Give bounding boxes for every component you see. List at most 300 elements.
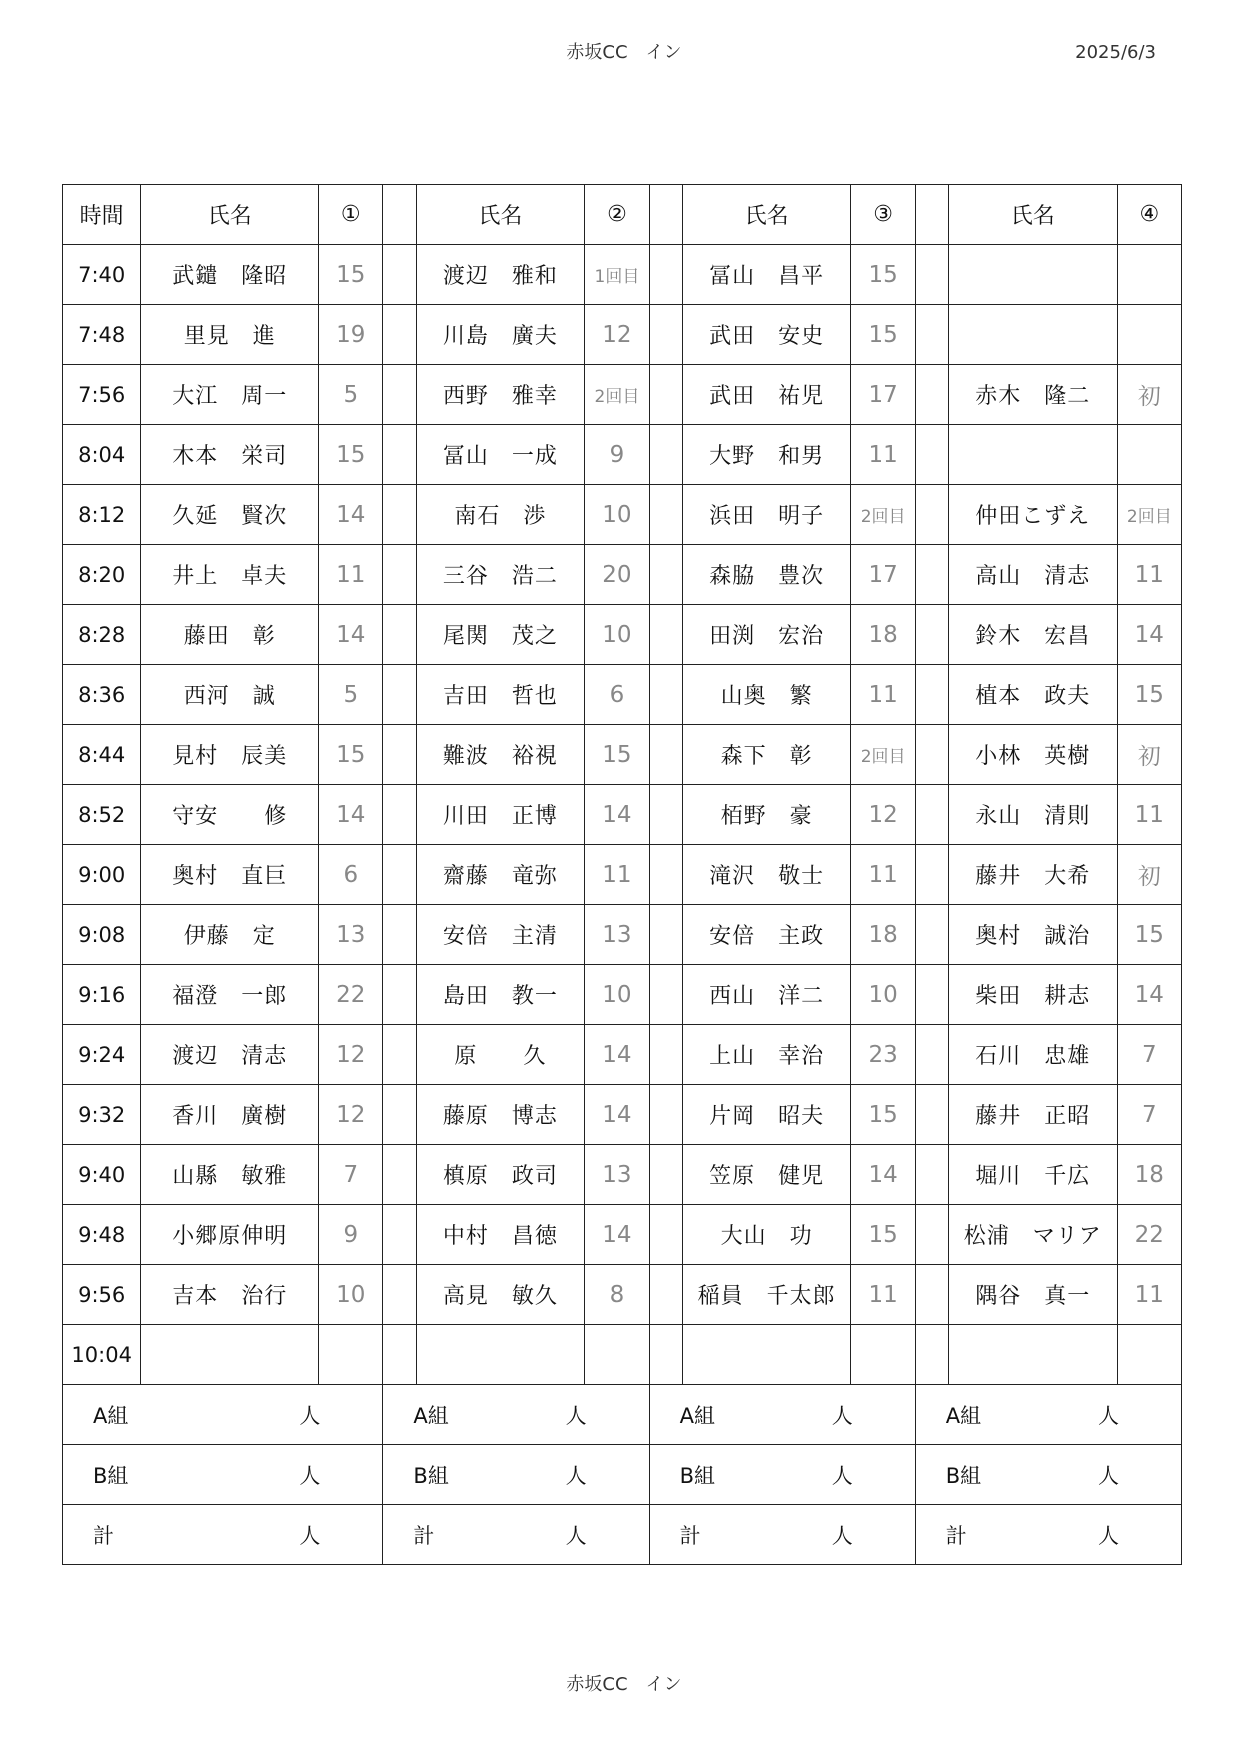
player-name: 吉本 治行 [141, 1265, 319, 1325]
spacer-cell [915, 1325, 948, 1385]
player-name: 小林 英樹 [948, 725, 1117, 785]
summary-unit: 人 [831, 1463, 853, 1488]
round-count: 13 [319, 905, 383, 965]
spacer-cell [649, 1205, 682, 1265]
summary-label: 計 [945, 1523, 967, 1548]
round-count: 5 [319, 665, 383, 725]
player-name [416, 1325, 585, 1385]
summary-cell [63, 1505, 383, 1565]
round-count: 10 [851, 965, 915, 1025]
table-row [63, 545, 1182, 605]
spacer-cell [649, 245, 682, 305]
round-count: 11 [1117, 785, 1181, 845]
player-name: 香川 廣樹 [141, 1085, 319, 1145]
player-name: 武田 安史 [682, 305, 851, 365]
spacer-cell [649, 785, 682, 845]
summary-unit: 人 [565, 1523, 587, 1548]
spacer-cell [915, 485, 948, 545]
summary-cell [915, 1505, 1181, 1565]
spacer-cell [915, 1085, 948, 1145]
summary-label: A組 [679, 1403, 715, 1428]
round-count: 15 [585, 725, 649, 785]
summary-label: 計 [679, 1523, 701, 1548]
spacer-cell [383, 1025, 416, 1085]
summary-label: B組 [413, 1463, 449, 1488]
table-row [63, 905, 1182, 965]
round-count: 6 [319, 845, 383, 905]
round-count: 18 [851, 605, 915, 665]
player-name: 上山 幸治 [682, 1025, 851, 1085]
player-name: 西山 洋二 [682, 965, 851, 1025]
summary-unit: 人 [565, 1403, 587, 1428]
spacer-cell [915, 665, 948, 725]
player-name: 原 久 [416, 1025, 585, 1085]
round-count: 11 [851, 1265, 915, 1325]
player-name: 大江 周一 [141, 365, 319, 425]
summary-label: 計 [413, 1523, 435, 1548]
spacer-cell [383, 545, 416, 605]
name-header: 氏名 [948, 185, 1117, 245]
round-count: 1回目 [585, 245, 649, 305]
tee-time: 9:48 [63, 1205, 141, 1265]
spacer-cell [649, 305, 682, 365]
player-name: 井上 卓夫 [141, 545, 319, 605]
round-count: 15 [1117, 905, 1181, 965]
round-count [1117, 1325, 1181, 1385]
table-row [63, 1145, 1182, 1205]
round-count: 11 [585, 845, 649, 905]
player-name: 島田 教一 [416, 965, 585, 1025]
round-count: 18 [851, 905, 915, 965]
tee-time: 8:44 [63, 725, 141, 785]
header-title: 赤坂CC イン [566, 42, 682, 63]
spacer-cell [383, 1325, 416, 1385]
tee-time: 8:20 [63, 545, 141, 605]
player-name: 見村 辰美 [141, 725, 319, 785]
player-name: 武鑓 隆昭 [141, 245, 319, 305]
tee-time: 8:52 [63, 785, 141, 845]
tee-time: 8:12 [63, 485, 141, 545]
round-count: 初 [1117, 725, 1181, 785]
round-count: 14 [319, 785, 383, 845]
summary-unit: 人 [1098, 1463, 1119, 1488]
round-count: 14 [319, 605, 383, 665]
summary-label: 計 [93, 1523, 114, 1548]
player-name: 川田 正博 [416, 785, 585, 845]
round-count: 6 [585, 665, 649, 725]
tee-time: 8:04 [63, 425, 141, 485]
round-count: 7 [1117, 1085, 1181, 1145]
summary-label: B組 [93, 1463, 129, 1488]
spacer-cell [649, 605, 682, 665]
tee-time: 9:08 [63, 905, 141, 965]
player-name: 赤木 隆二 [948, 365, 1117, 425]
player-name: 山奥 繁 [682, 665, 851, 725]
tee-time: 9:24 [63, 1025, 141, 1085]
spacer-cell [649, 425, 682, 485]
player-name: 安倍 主政 [682, 905, 851, 965]
round-count: 22 [319, 965, 383, 1025]
table-row [63, 1025, 1182, 1085]
summary-cell [383, 1385, 649, 1445]
summary-unit: 人 [1098, 1523, 1119, 1548]
player-name: 大野 和男 [682, 425, 851, 485]
tee-time: 7:56 [63, 365, 141, 425]
spacer-cell [649, 545, 682, 605]
spacer-cell [915, 725, 948, 785]
player-name: 南石 渉 [416, 485, 585, 545]
name-header: 氏名 [416, 185, 585, 245]
summary-unit: 人 [831, 1523, 853, 1548]
player-name [948, 1325, 1117, 1385]
spacer-cell [649, 845, 682, 905]
name-header: 氏名 [682, 185, 851, 245]
player-name: 安倍 主清 [416, 905, 585, 965]
spacer-cell [383, 1205, 416, 1265]
player-name: 吉田 哲也 [416, 665, 585, 725]
round-count: 15 [851, 1205, 915, 1265]
player-name: 奥村 誠治 [948, 905, 1117, 965]
round-count: 9 [585, 425, 649, 485]
tee-time: 9:16 [63, 965, 141, 1025]
course-header: ③ [851, 185, 915, 245]
spacer-cell [383, 665, 416, 725]
spacer-cell [649, 665, 682, 725]
spacer-cell [383, 1265, 416, 1325]
player-name: 難波 裕視 [416, 725, 585, 785]
spacer-cell [915, 1265, 948, 1325]
spacer-cell [383, 785, 416, 845]
round-count: 11 [319, 545, 383, 605]
spacer-cell [649, 485, 682, 545]
round-count: 14 [1117, 605, 1181, 665]
spacer-cell [649, 1265, 682, 1325]
table-row [63, 725, 1182, 785]
tee-time: 9:56 [63, 1265, 141, 1325]
summary-label: A組 [413, 1403, 449, 1428]
table-row [63, 845, 1182, 905]
table-row [63, 1325, 1182, 1385]
name-header: 氏名 [141, 185, 319, 245]
player-name: 松浦 マリア [948, 1205, 1117, 1265]
summary-unit: 人 [565, 1463, 587, 1488]
player-name: 隅谷 真一 [948, 1265, 1117, 1325]
tee-time: 7:48 [63, 305, 141, 365]
player-name: 田渕 宏治 [682, 605, 851, 665]
round-count: 12 [851, 785, 915, 845]
table-row [63, 665, 1182, 725]
player-name: 奥村 直巨 [141, 845, 319, 905]
player-name: 西河 誠 [141, 665, 319, 725]
spacer-cell [915, 545, 948, 605]
round-count: 11 [1117, 545, 1181, 605]
player-name: 小郷原伸明 [141, 1205, 319, 1265]
round-count: 19 [319, 305, 383, 365]
spacer-cell [649, 185, 682, 245]
round-count: 14 [851, 1145, 915, 1205]
spacer-cell [383, 425, 416, 485]
round-count: 15 [851, 305, 915, 365]
footer-title: 赤坂CC イン [566, 1674, 682, 1695]
summary-cell [383, 1505, 649, 1565]
player-name [948, 305, 1117, 365]
spacer-cell [915, 245, 948, 305]
round-count: 10 [585, 485, 649, 545]
player-name: 尾関 茂之 [416, 605, 585, 665]
player-name: 柴田 耕志 [948, 965, 1117, 1025]
round-count: 12 [319, 1025, 383, 1085]
course-header: ② [585, 185, 649, 245]
round-count: 15 [319, 245, 383, 305]
tee-time: 9:40 [63, 1145, 141, 1205]
tee-time: 10:04 [63, 1325, 141, 1385]
spacer-cell [649, 365, 682, 425]
tee-time: 8:36 [63, 665, 141, 725]
round-count: 7 [1117, 1025, 1181, 1085]
spacer-cell [915, 905, 948, 965]
summary-unit: 人 [299, 1523, 321, 1548]
round-count: 15 [851, 245, 915, 305]
round-count: 18 [1117, 1145, 1181, 1205]
player-name: 冨山 一成 [416, 425, 585, 485]
tee-time: 7:40 [63, 245, 141, 305]
round-count: 2回目 [851, 485, 915, 545]
round-count: 2回目 [851, 725, 915, 785]
table-row [63, 1205, 1182, 1265]
spacer-cell [649, 725, 682, 785]
summary-unit: 人 [299, 1463, 321, 1488]
round-count: 23 [851, 1025, 915, 1085]
player-name: 浜田 明子 [682, 485, 851, 545]
spacer-cell [383, 1085, 416, 1145]
player-name: 守安 修 [141, 785, 319, 845]
round-count: 9 [319, 1205, 383, 1265]
round-count: 15 [1117, 665, 1181, 725]
round-count: 13 [585, 905, 649, 965]
spacer-cell [383, 485, 416, 545]
summary-row [63, 1445, 1182, 1505]
summary-cell [649, 1385, 915, 1445]
summary-cell [649, 1505, 915, 1565]
player-name: 川島 廣夫 [416, 305, 585, 365]
player-name: 片岡 昭夫 [682, 1085, 851, 1145]
round-count: 11 [851, 845, 915, 905]
table-row [63, 425, 1182, 485]
round-count: 15 [851, 1085, 915, 1145]
player-name: 石川 忠雄 [948, 1025, 1117, 1085]
spacer-cell [915, 785, 948, 845]
spacer-cell [915, 365, 948, 425]
player-name: 西野 雅幸 [416, 365, 585, 425]
spacer-cell [383, 845, 416, 905]
round-count: 17 [851, 365, 915, 425]
round-count: 11 [851, 665, 915, 725]
round-count: 12 [319, 1085, 383, 1145]
round-count: 12 [585, 305, 649, 365]
spacer-cell [915, 605, 948, 665]
spacer-cell [649, 1025, 682, 1085]
table-row [63, 1085, 1182, 1145]
round-count [319, 1325, 383, 1385]
player-name: 笠原 健児 [682, 1145, 851, 1205]
round-count: 5 [319, 365, 383, 425]
round-count: 17 [851, 545, 915, 605]
player-name: 藤田 彰 [141, 605, 319, 665]
player-name: 伊藤 定 [141, 905, 319, 965]
spacer-cell [915, 305, 948, 365]
table-row [63, 365, 1182, 425]
spacer-cell [915, 1205, 948, 1265]
table-row [63, 605, 1182, 665]
summary-cell [915, 1385, 1181, 1445]
round-count: 11 [851, 425, 915, 485]
table-row [63, 305, 1182, 365]
table-header-row [63, 185, 1182, 245]
table-row [63, 245, 1182, 305]
time-header: 時間 [63, 185, 141, 245]
round-count: 11 [1117, 1265, 1181, 1325]
player-name [682, 1325, 851, 1385]
player-name: 栢野 豪 [682, 785, 851, 845]
round-count [1117, 305, 1181, 365]
player-name: 山縣 敏雅 [141, 1145, 319, 1205]
player-name: 永山 清則 [948, 785, 1117, 845]
round-count: 14 [585, 1085, 649, 1145]
round-count: 10 [319, 1265, 383, 1325]
course-header: ④ [1117, 185, 1181, 245]
course-header: ① [319, 185, 383, 245]
tee-time: 8:28 [63, 605, 141, 665]
round-count: 2回目 [1117, 485, 1181, 545]
spacer-cell [383, 365, 416, 425]
table-row [63, 965, 1182, 1025]
round-count: 14 [585, 1025, 649, 1085]
header-date: 2025/6/3 [1075, 42, 1156, 63]
tee-time: 9:32 [63, 1085, 141, 1145]
summary-row [63, 1505, 1182, 1565]
player-name: 福澄 一郎 [141, 965, 319, 1025]
round-count: 22 [1117, 1205, 1181, 1265]
table-row [63, 785, 1182, 845]
summary-label: B組 [945, 1463, 982, 1488]
spacer-cell [383, 245, 416, 305]
round-count [1117, 425, 1181, 485]
round-count [585, 1325, 649, 1385]
player-name: 森脇 豊次 [682, 545, 851, 605]
player-name [948, 245, 1117, 305]
round-count: 15 [319, 725, 383, 785]
player-name: 藤井 大希 [948, 845, 1117, 905]
player-name: 久延 賢次 [141, 485, 319, 545]
round-count: 14 [319, 485, 383, 545]
spacer-cell [383, 725, 416, 785]
spacer-cell [915, 185, 948, 245]
tee-time: 9:00 [63, 845, 141, 905]
player-name: 三谷 浩二 [416, 545, 585, 605]
player-name: 齋藤 竜弥 [416, 845, 585, 905]
table-row [63, 485, 1182, 545]
spacer-cell [383, 185, 416, 245]
spacer-cell [649, 1085, 682, 1145]
player-name: 渡辺 清志 [141, 1025, 319, 1085]
summary-unit: 人 [831, 1403, 853, 1428]
player-name: 冨山 昌平 [682, 245, 851, 305]
summary-cell [63, 1445, 383, 1505]
table-row [63, 1265, 1182, 1325]
player-name: 高見 敏久 [416, 1265, 585, 1325]
player-name: 中村 昌徳 [416, 1205, 585, 1265]
tee-time-table [62, 184, 1182, 1565]
player-name: 武田 祐児 [682, 365, 851, 425]
summary-cell [649, 1445, 915, 1505]
round-count: 13 [585, 1145, 649, 1205]
player-name: 稲員 千太郎 [682, 1265, 851, 1325]
spacer-cell [915, 425, 948, 485]
summary-label: A組 [945, 1403, 982, 1428]
round-count: 14 [1117, 965, 1181, 1025]
player-name: 堀川 千広 [948, 1145, 1117, 1205]
player-name [141, 1325, 319, 1385]
summary-cell [383, 1445, 649, 1505]
round-count: 初 [1117, 845, 1181, 905]
player-name: 渡辺 雅和 [416, 245, 585, 305]
round-count: 20 [585, 545, 649, 605]
player-name [948, 425, 1117, 485]
player-name: 滝沢 敬士 [682, 845, 851, 905]
spacer-cell [649, 965, 682, 1025]
player-name: 木本 栄司 [141, 425, 319, 485]
summary-label: A組 [93, 1403, 129, 1428]
summary-cell [915, 1445, 1181, 1505]
player-name: 鈴木 宏昌 [948, 605, 1117, 665]
spacer-cell [383, 605, 416, 665]
round-count: 10 [585, 605, 649, 665]
player-name: 藤井 正昭 [948, 1085, 1117, 1145]
player-name: 里見 進 [141, 305, 319, 365]
spacer-cell [915, 965, 948, 1025]
player-name: 森下 彰 [682, 725, 851, 785]
round-count: 2回目 [585, 365, 649, 425]
round-count [851, 1325, 915, 1385]
round-count: 8 [585, 1265, 649, 1325]
player-name: 槙原 政司 [416, 1145, 585, 1205]
spacer-cell [649, 1325, 682, 1385]
round-count: 10 [585, 965, 649, 1025]
spacer-cell [383, 965, 416, 1025]
spacer-cell [649, 1145, 682, 1205]
player-name: 藤原 博志 [416, 1085, 585, 1145]
summary-row [63, 1385, 1182, 1445]
player-name: 植本 政夫 [948, 665, 1117, 725]
player-name: 仲田こずえ [948, 485, 1117, 545]
spacer-cell [915, 845, 948, 905]
summary-unit: 人 [1098, 1403, 1119, 1428]
spacer-cell [915, 1145, 948, 1205]
spacer-cell [383, 305, 416, 365]
round-count: 7 [319, 1145, 383, 1205]
spacer-cell [915, 1025, 948, 1085]
spacer-cell [383, 1145, 416, 1205]
round-count: 14 [585, 1205, 649, 1265]
round-count: 15 [319, 425, 383, 485]
round-count: 14 [585, 785, 649, 845]
spacer-cell [649, 905, 682, 965]
round-count [1117, 245, 1181, 305]
round-count: 初 [1117, 365, 1181, 425]
player-name: 高山 清志 [948, 545, 1117, 605]
player-name: 大山 功 [682, 1205, 851, 1265]
summary-cell [63, 1385, 383, 1445]
